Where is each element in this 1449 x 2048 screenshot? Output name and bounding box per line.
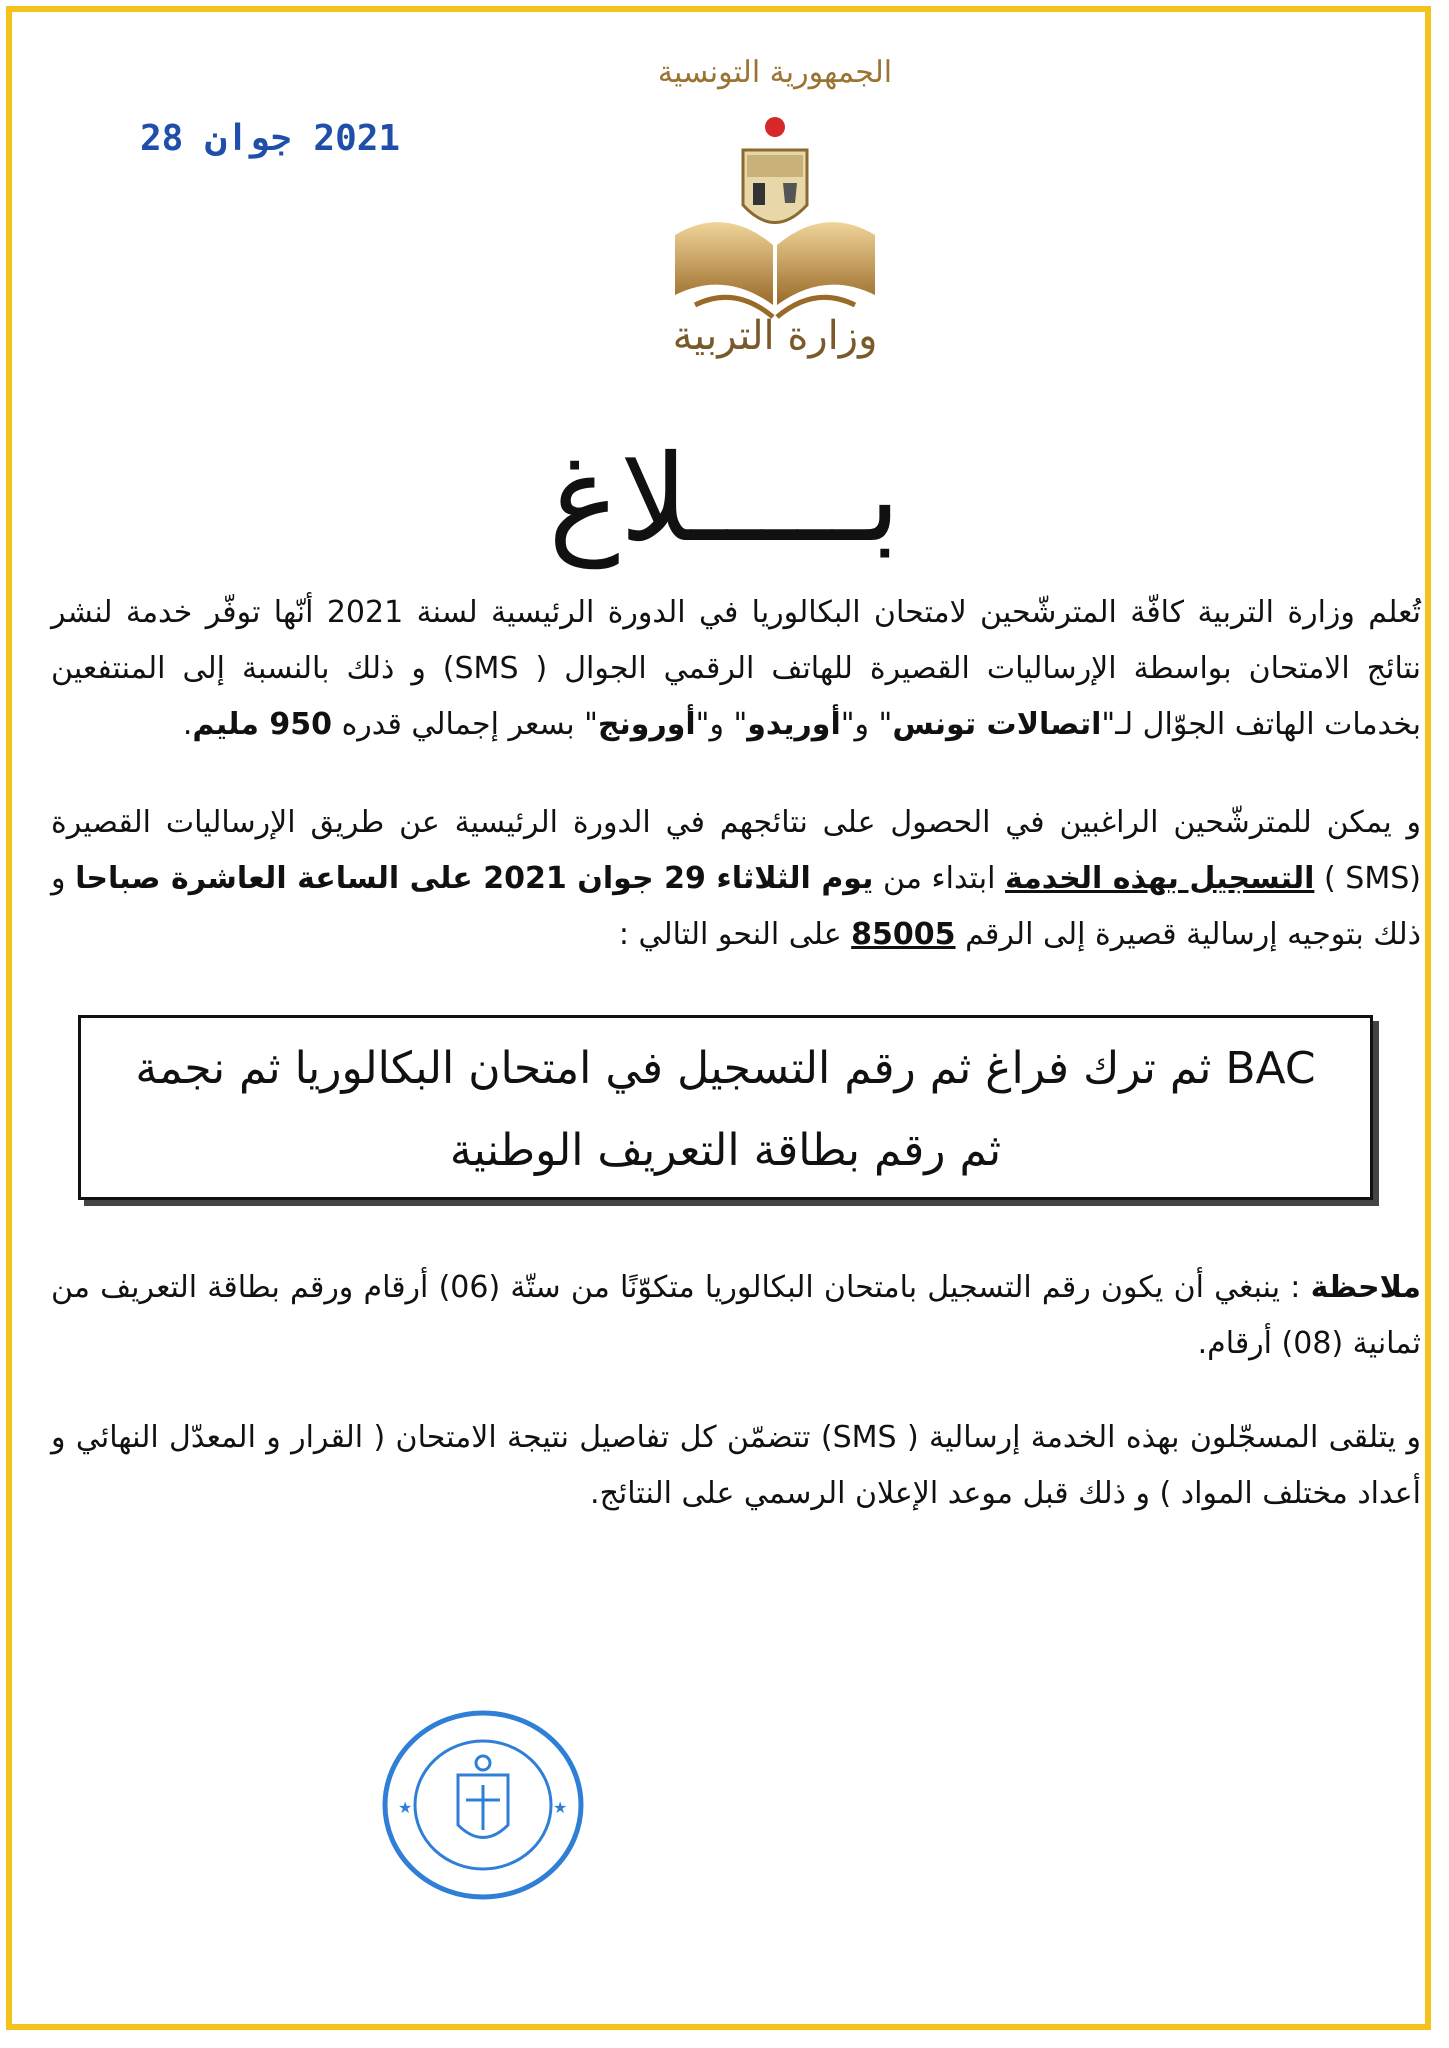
svg-text:★: ★ [553, 1798, 568, 1817]
registration-highlight: التسجيل بهذه الخدمة [1005, 861, 1315, 896]
sms-format-line-1: BAC ثم ترك فراغ ثم رقم التسجيل في امتحان البكالوريا ثم نجمة [135, 1043, 1316, 1094]
operator-ooredoo: أوريدو [747, 707, 841, 742]
text-run: " و" [695, 707, 748, 742]
ministry-name: وزارة التربية [672, 313, 878, 359]
official-seal-icon [378, 1705, 588, 1905]
text-run: على النحو التالي : [618, 917, 852, 952]
page-title: بـــــلاغ [548, 430, 901, 569]
sms-format-line-2: ثم رقم بطاقة التعريف الوطنية [449, 1125, 1002, 1176]
operator-tunisie-telecom: اتصالات تونس [892, 707, 1102, 742]
start-date: يوم الثلاثاء 29 جوان 2021 على الساعة العاشرة صباحا [75, 861, 874, 896]
paragraph-intro [51, 585, 1421, 753]
note-text: : ينبغي أن يكون رقم التسجيل بامتحان البكالوريا متكوّنًا من ستّة (06) أرقام ورقم بطاقة التعريف من ثمانية (08) أرقام. [51, 1270, 1421, 1361]
sms-number: 85005 [851, 917, 956, 952]
text-run: " بسعر إجمالي قدره [332, 707, 598, 742]
republic-name: الجمهورية التونسية [657, 55, 893, 90]
text-run: و يمكن للمترشّحين الراغبين في الحصول على نتائجهم في الدورة الرئيسية عن طريق الإرساليات القصيرة (SMS ) [51, 805, 1421, 896]
svg-text:★: ★ [398, 1798, 413, 1817]
text-run: . [182, 707, 193, 742]
note-label: ملاحظة [1310, 1270, 1421, 1305]
ministry-logo [655, 55, 895, 385]
operator-orange: أورونج [597, 707, 696, 742]
text-run: تُعلم وزارة التربية كافّة المترشّحين لامتحان البكالوريا في الدورة الرئيسية لسنة 2021 أنّها توفّر خدمة لنشر نتائج الامتحان بواسطة الإرساليات القصيرة للهاتف الرقمي الجوال ( SMS) و ذلك بالنسبة إلى المنتفعين بخدمات الهاتف الجوّال لـ" [51, 595, 1422, 742]
sms-format-box [78, 1015, 1373, 1200]
text-run: و ذلك بتوجيه إرسالية قصيرة إلى الرقم [51, 861, 1421, 952]
note-paragraph [51, 1260, 1421, 1372]
text-run: ابتداء من [873, 861, 1006, 896]
text-run: " و" [840, 707, 893, 742]
paragraph-details: و يتلقى المسجّلون بهذه الخدمة إرسالية ( SMS) تتضمّن كل تفاصيل نتيجة الامتحان ( القرار و المعدّل النهائي و أعداد مختلف المواد ) و ذلك قبل موعد الإعلان الرسمي على النتائج. [51, 1420, 1422, 1511]
date-stamp: 2021 جوان 28 [140, 118, 401, 159]
price: 950 مليم [192, 707, 333, 742]
paragraph-registration [51, 795, 1421, 963]
